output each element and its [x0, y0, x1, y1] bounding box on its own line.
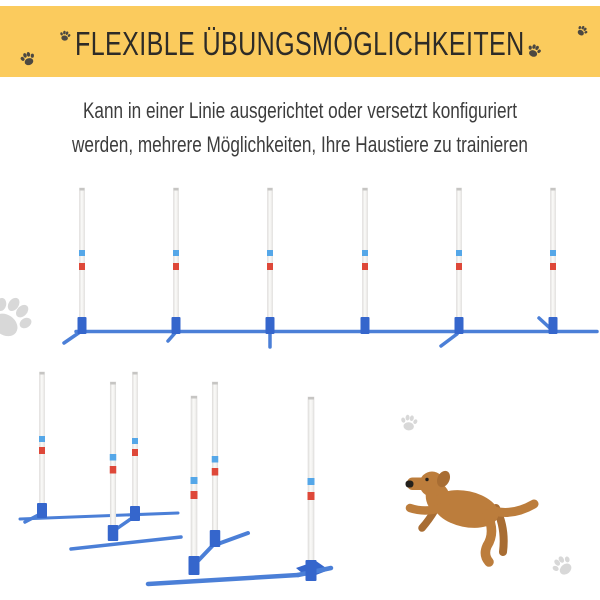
pole-band-blue: [79, 250, 85, 256]
agility-pole: [191, 396, 197, 561]
pole-cap: [308, 397, 314, 400]
base-bar: [196, 542, 216, 563]
pole-socket: [306, 560, 317, 581]
pole-socket: [130, 506, 140, 521]
pole-base-foot: [64, 332, 80, 343]
pole-band-red: [308, 492, 315, 500]
subtitle-text: [0, 94, 600, 162]
dog-chest: [422, 480, 453, 517]
pole-socket: [455, 317, 464, 334]
pole-socket: [549, 317, 558, 334]
pole-band-red: [456, 263, 462, 270]
poles-in-line-configuration: [64, 188, 597, 347]
pole-cap: [133, 372, 138, 375]
pole-band-red: [132, 449, 138, 456]
agility-pole: [268, 188, 273, 321]
pole-band-blue: [456, 250, 462, 256]
page-title: FLEXIBLE ÜBUNGSMÖGLICHKEITEN: [75, 25, 525, 62]
pole-cap: [191, 396, 197, 399]
pole-band-blue: [212, 456, 219, 463]
pole-socket: [210, 530, 221, 547]
base-bar: [215, 533, 248, 545]
pole-band-blue: [550, 250, 556, 256]
pole-base-foot: [539, 318, 552, 330]
agility-pole: [212, 382, 218, 535]
pole-socket: [172, 317, 181, 334]
dog-head: [420, 472, 445, 497]
dog-far-rear-leg: [496, 508, 504, 552]
pole-cap: [40, 372, 45, 375]
pole-band-blue: [110, 454, 117, 461]
pole-band-red: [110, 466, 117, 474]
pole-band-blue: [132, 438, 138, 444]
pole-cap: [174, 188, 179, 191]
pole-socket: [37, 503, 47, 518]
pole-cap: [551, 188, 556, 191]
base-bar: [298, 568, 331, 575]
subtitle-line-2: werden, mehrere Möglichkeiten, Ihre Haustiere zu trainieren: [72, 132, 528, 157]
dog-ear: [434, 469, 452, 489]
agility-pole: [80, 188, 85, 321]
pole-cap: [268, 188, 273, 191]
agility-pole: [363, 188, 368, 321]
dog-far-front-leg: [422, 510, 435, 528]
agility-pole: [133, 372, 138, 511]
dog-near-front-leg: [410, 508, 441, 511]
pole-base-foot: [168, 333, 175, 341]
paw-print-icon: [549, 552, 577, 580]
pole-band-blue: [191, 477, 198, 484]
pole-band-red: [212, 468, 219, 476]
pole-band-red: [550, 263, 556, 270]
dog-muzzle: [407, 478, 428, 491]
paw-print-icon: [400, 414, 419, 431]
pole-band-red: [39, 447, 45, 454]
base-bar: [25, 512, 44, 522]
pole-band-blue: [308, 478, 315, 485]
dog-body: [430, 485, 502, 534]
pole-band-red: [79, 263, 85, 270]
pole-band-blue: [362, 250, 368, 256]
agility-pole: [110, 382, 116, 530]
pole-band-red: [191, 491, 198, 499]
agility-pole: [40, 372, 45, 508]
pole-cap: [212, 382, 218, 385]
pole-cap: [80, 188, 85, 191]
dog-eye: [425, 478, 428, 481]
agility-pole: [174, 188, 179, 321]
header-banner: [0, 6, 600, 77]
pole-base-foot: [441, 334, 457, 346]
pole-band-red: [267, 263, 273, 270]
paw-print-icon: [0, 289, 40, 347]
dog-nose: [406, 481, 414, 488]
pole-socket: [361, 317, 370, 334]
pole-band-red: [173, 263, 179, 270]
pole-band-red: [362, 263, 368, 270]
running-dog-illustration: [406, 469, 535, 562]
pole-band-blue: [267, 250, 273, 256]
pole-socket: [78, 317, 87, 334]
pole-band-blue: [39, 436, 45, 442]
subtitle-line-1: Kann in einer Linie ausgerichtet oder versetzt konfiguriert: [82, 98, 518, 123]
pole-cap: [110, 382, 116, 385]
pole-socket: [189, 556, 200, 575]
pole-socket: [108, 525, 119, 541]
pole-cap: [457, 188, 462, 191]
base-bar: [71, 537, 181, 549]
agility-pole: [308, 397, 314, 565]
poles-staggered-configuration: [20, 372, 331, 584]
base-foot-plate: [296, 561, 329, 578]
base-bar: [148, 575, 298, 584]
dog-tail: [494, 504, 534, 512]
pole-cap: [363, 188, 368, 191]
agility-pole: [457, 188, 462, 321]
base-bar: [112, 516, 135, 532]
pole-socket: [266, 317, 275, 334]
base-bar: [20, 513, 178, 519]
dog-near-rear-leg: [485, 514, 491, 562]
pole-band-blue: [173, 250, 179, 256]
agility-pole: [551, 188, 556, 321]
